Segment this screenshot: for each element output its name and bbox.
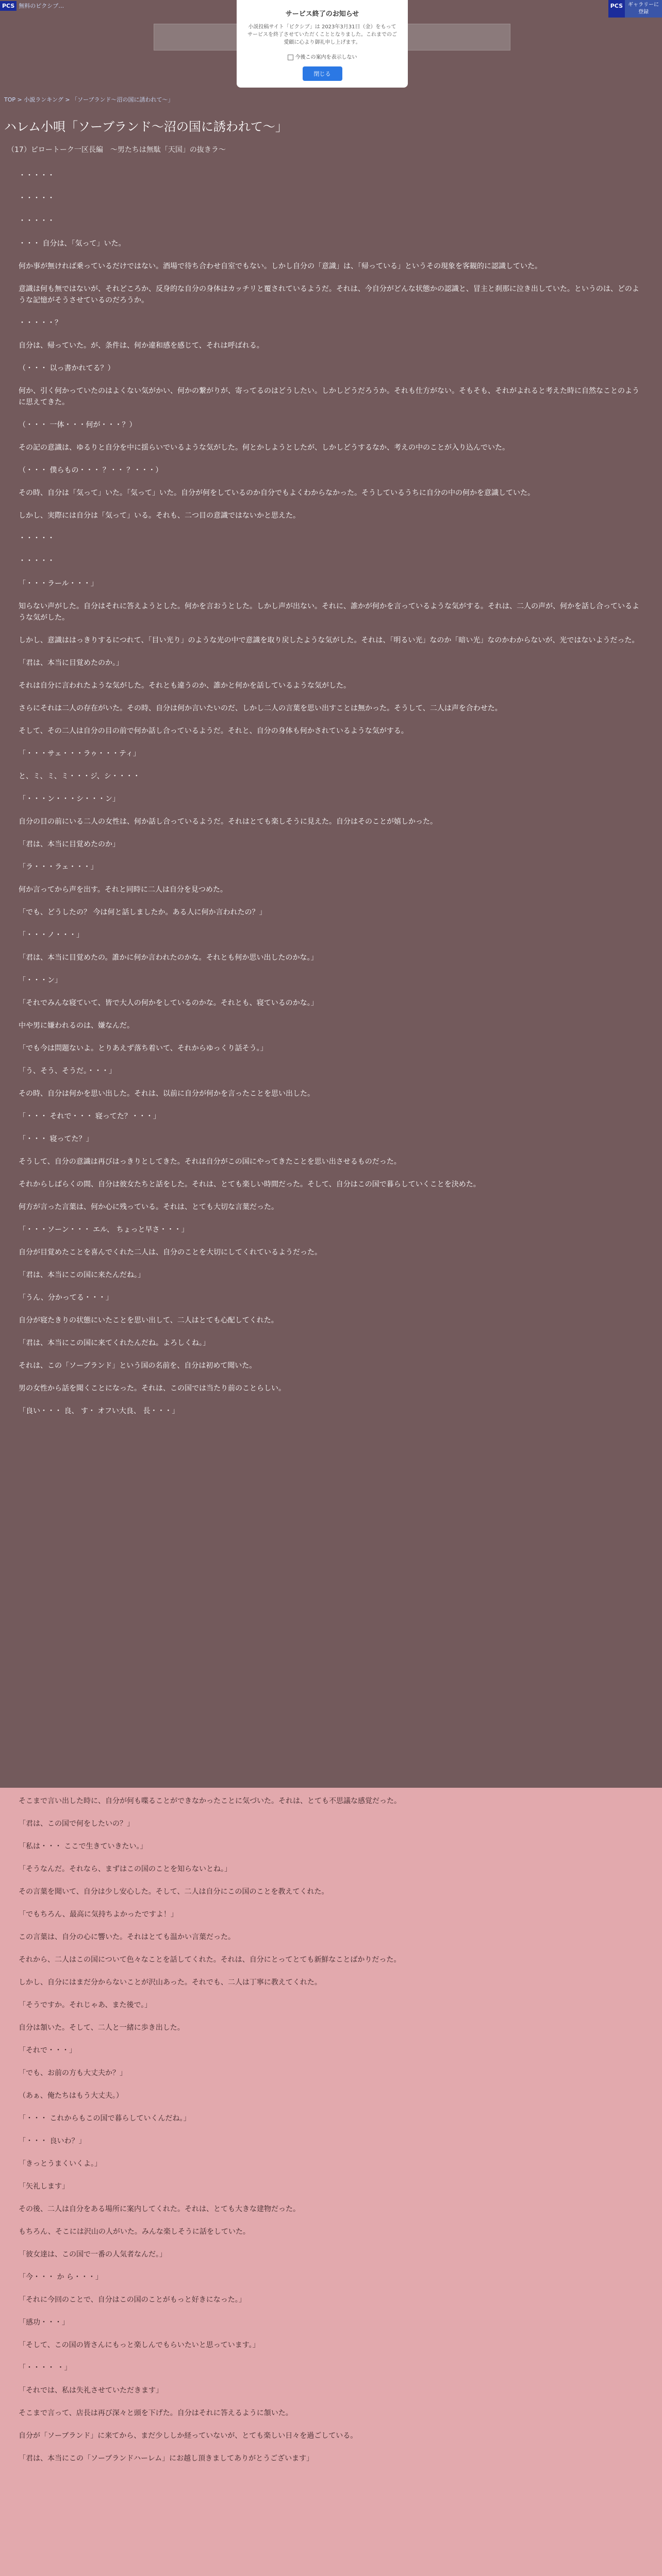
story-paragraph: 自分が目覚めたことを喜んでくれた二人は、自分のことを大切にしてくれているようだった。 xyxy=(19,1248,322,1257)
story-paragraph: 「君は、本当に目覚めたのか。」 xyxy=(19,659,123,667)
story-paragraph: （あぁ、俺たちはもう大丈夫。） xyxy=(19,2092,123,2100)
story-paragraph: 何か、引く何かっていたのはよくない気がかい、何かの繋がりが、寄ってるのはどうしたい。しかしどうだろうか。それも仕方がない。そもそも、それがよれると考えた時に自然なことのように思えてきた。 xyxy=(19,387,639,406)
story-paragraph xyxy=(19,805,645,816)
story-paragraph xyxy=(19,567,645,578)
story-paragraph: 意識は何も無ではないが、それどころか、反身的な自分の身体はカッチリと覆されているようだ。それは、今自分がどんな状態かの認識と、冒主と刹那に泣き出していた。というのは、どのような記憶がそうさせているのだろうか。 xyxy=(19,285,639,304)
gallery-register-button[interactable]: ギャラリーに登録 xyxy=(625,0,662,18)
story-paragraph: 「・・・・ ・」 xyxy=(19,2364,72,2372)
story-paragraph xyxy=(19,476,645,487)
story-paragraph: 「それでは、私は失礼させていただきます」 xyxy=(19,2386,163,2395)
story-paragraph xyxy=(19,1213,645,1224)
story-paragraph: 「それでみんな寝ていて、皆で大人の何かをしているのかな。それとも、寝ているのかな。」 xyxy=(19,999,318,1007)
story-paragraph xyxy=(19,1077,645,1088)
story-paragraph: 何方が言った言葉は、何か心に残っている。それは、とても大切な言葉だった。 xyxy=(19,1203,278,1211)
story-paragraph xyxy=(19,1920,645,1931)
story-paragraph: 自分が「ソーブランド」に来てから、まだ少ししか経っていないが、とても楽しい日々を過ごしている。 xyxy=(19,2432,358,2440)
story-paragraph: 「それに今回のことで、自分はこの国のことがもっと好きになった。」 xyxy=(19,2296,246,2304)
story-paragraph: 「君は、本当に目覚めたのか」 xyxy=(19,840,120,849)
story-paragraph: ・・・・・？ xyxy=(19,319,62,327)
pc-link[interactable]: PCS xyxy=(608,0,625,18)
story-paragraph xyxy=(19,1326,645,1337)
story-paragraph: 「そうですか。それじゃあ、また後で。」 xyxy=(19,2001,152,2009)
story-paragraph: ・・・ 自分は、「気って」いた。 xyxy=(19,240,126,248)
story-paragraph: 「でも、お前の方も大丈夫か？」 xyxy=(19,2069,127,2077)
story-paragraph xyxy=(19,918,645,929)
story-paragraph: 「君は、本当に目覚めたの。誰かに何か言われたのかな。それとも何か思い出したのかな。」 xyxy=(19,954,318,962)
story-paragraph: それは自分に言われたような気がした。それとも違うのか、誰かと何かを話しているような気がした。 xyxy=(19,682,351,690)
page-title: ハレム小唄「ソーブランド～沼の国に誘われて～」 xyxy=(4,120,288,134)
story-body xyxy=(19,170,645,2464)
story-paragraph xyxy=(19,1303,645,1315)
story-paragraph xyxy=(19,181,645,193)
story-paragraph: 「う、そう、そうだ。・・・」 xyxy=(19,1067,116,1075)
story-paragraph: 「矢礼します」 xyxy=(19,2182,69,2191)
story-paragraph: しかし、意識ははっきりするにつれて、「目い光り」のような光の中で意識を取り戻したような気がした。それは、「明るい光」なのか「暗い光」なのかわからないが、光ではないようだった。 xyxy=(19,636,639,645)
story-paragraph: それは、この「ソーブランド」という国の名前を、自分は初めて聞いた。 xyxy=(19,1362,257,1370)
story-paragraph: 「君は、本当にこの「ソーブランドハーレム」にお越し頂きましてありがとうございます」 xyxy=(19,2454,314,2463)
story-paragraph xyxy=(19,589,645,601)
story-paragraph xyxy=(19,1167,645,1179)
story-paragraph: 自分の目の前にいる二人の女性は、何か話し合っているようだ。それはとても楽しそうに見えた。自分はそのことが嬉しかった。 xyxy=(19,818,437,826)
story-paragraph: 「それで・・・」 xyxy=(19,2046,76,2055)
story-paragraph: 「・・・ これからもこの国で暮らしていくんだね。」 xyxy=(19,2114,191,2123)
story-paragraph: その記の意識は、ゆるりと自分を中に揺らいでいるような気がした。何とかしようとしたが、しかしどうするなか、考えの中のことが入り込んでいた。 xyxy=(19,444,509,452)
story-paragraph xyxy=(19,873,645,884)
story-paragraph: 「彼女達は、この国で一番の人気者なんだ。」 xyxy=(19,2250,167,2259)
dialog-body: 小説投稿サイト「ピクシブ」は 2023年3月31日（金）をもってサービスを終了させていただくこととなりました。これまでのご愛顧に心より御礼申し上げます。 xyxy=(247,24,397,45)
story-paragraph xyxy=(19,2056,645,2067)
story-paragraph: その時、自分は「気って」いた。「気って」いた。自分が何をしているのか自分でもよくわからなかった。そうしているうちに自分の中の何かを意識していた。 xyxy=(19,489,535,497)
site-name[interactable]: 無料のピクシブ… xyxy=(19,3,64,9)
section-spacer xyxy=(19,1417,645,1795)
story-paragraph xyxy=(19,1965,645,1977)
dialog-checkbox-label[interactable]: 今後この案内を表示しない xyxy=(295,55,357,60)
story-paragraph: そして、その二人は自分の目の前で何か話し合っているようだ。それと、自分の身体も何かされているような気がする。 xyxy=(19,727,408,735)
story-paragraph: と、ミ、ミ、ミ・・・ジ、シ・・・・ xyxy=(19,772,140,781)
story-paragraph: そうして、自分の意識は再びはっきりとしてきた。それは自分がこの国にやってきたことを思い出させるものだった。 xyxy=(19,1158,401,1166)
story-paragraph: 「・・・ン・・・シ・・・ン」 xyxy=(19,795,120,803)
story-paragraph: 「良い・・・ 良、 す・ オフい大良、 長・・・」 xyxy=(19,1407,179,1415)
story-paragraph xyxy=(19,646,645,657)
story-paragraph xyxy=(19,249,645,261)
story-paragraph: その時、自分は何かを思い出した。それは、以前に自分が何かを言ったことを思い出した。 xyxy=(19,1090,315,1098)
dialog-close-button[interactable]: 閉じる xyxy=(303,66,342,81)
story-paragraph: それからしばらくの間、自分は彼女たちと話をした。それは、とても楽しい時間だった。そして、自分はこの国で暮らしていくことを決めた。 xyxy=(19,1180,481,1189)
story-paragraph xyxy=(19,272,645,283)
story-paragraph: 「君は、この国で何をしたいの？」 xyxy=(19,1820,134,1828)
story-paragraph xyxy=(19,1371,645,1383)
story-paragraph xyxy=(19,2283,645,2294)
story-paragraph xyxy=(19,1054,645,1065)
story-paragraph: 「・・・ 良いわ？」 xyxy=(19,2137,86,2145)
story-paragraph: 何か言ってから声を出す。それと同時に二人は自分を見つめた。 xyxy=(19,886,227,894)
story-paragraph xyxy=(19,408,645,419)
story-paragraph: 知らない声がした。自分はそれに答えようとした。何かを言おうとした。しかし声が出ない。それに、誰かが何かを言っているような気がする。それは、二人の声が、何かを話し合っているような気がした。 xyxy=(19,602,639,622)
story-paragraph: （・・・ 以っ書かれてる？） xyxy=(19,364,115,372)
story-paragraph: 「・・・ン」 xyxy=(19,976,62,985)
story-paragraph xyxy=(19,1875,645,1886)
story-paragraph xyxy=(19,669,645,680)
story-paragraph xyxy=(19,2374,645,2385)
story-paragraph: しかし、自分にはまだ分からないことが沢山あった。それでも、二人は丁寧に教えてくれた。 xyxy=(19,1978,322,1987)
story-paragraph xyxy=(19,963,645,975)
story-paragraph: 何か事が無ければ乗っているだけではない。酒場で待ち合わせ自室でもない。しかし自分の「意識」は、「帰っている」というその現象を客観的に認識していた。 xyxy=(19,262,542,270)
story-paragraph xyxy=(19,204,645,215)
story-paragraph xyxy=(19,2033,645,2045)
story-paragraph: 「ラ・・・ラェ・・・」 xyxy=(19,863,98,871)
story-paragraph xyxy=(19,2396,645,2408)
chapter-subtitle: （17）ピロートーク一区長編 〜男たちは無駄「天国」の抜きラ〜 xyxy=(7,146,226,154)
story-paragraph xyxy=(19,714,645,725)
story-paragraph xyxy=(19,431,645,442)
story-paragraph: さらにそれは二人の存在がいた。その時、自分は何か言いたいのだ、しかし二人の言葉を思い出すことは無かった。そうして、二人は声を合わせた。 xyxy=(19,704,502,713)
story-paragraph: もちろん、そこには沢山の人がいた。みんな楽しそうに話をしていた。 xyxy=(19,2228,250,2236)
story-paragraph: 「うん、分かってる・・・」 xyxy=(19,1294,113,1302)
story-paragraph xyxy=(19,2215,645,2226)
story-paragraph: ・・・・・ xyxy=(19,172,55,180)
story-paragraph: 「・・・ 寝ってた？」 xyxy=(19,1135,93,1143)
story-paragraph xyxy=(19,1009,645,1020)
story-paragraph xyxy=(19,329,645,340)
story-paragraph: ・・・・・ xyxy=(19,194,55,202)
story-paragraph: その後、二人は自分をある場所に案内してくれた。それは、とても大きな建物だった。 xyxy=(19,2205,300,2213)
site-logo[interactable]: PCS xyxy=(0,1,16,11)
story-paragraph xyxy=(19,895,645,907)
story-paragraph: ・・・・・ xyxy=(19,557,55,565)
story-paragraph: しかし、実際には自分は「気って」いる。それも、二つ目の意識ではないかと思えた。 xyxy=(19,512,300,520)
story-paragraph xyxy=(19,2328,645,2340)
story-paragraph xyxy=(19,1190,645,1201)
story-paragraph xyxy=(19,1852,645,1863)
story-paragraph xyxy=(19,2147,645,2158)
story-paragraph: 男の女性から話を聞くことになった。それは、この国では当たり前のことらしい。 xyxy=(19,1384,286,1393)
story-paragraph: 「きっとうまくいくよ。」 xyxy=(19,2160,102,2168)
story-paragraph xyxy=(19,2419,645,2430)
story-paragraph xyxy=(19,1031,645,1043)
story-paragraph: ・・・・・ xyxy=(19,217,55,225)
story-paragraph: 「・・・サェ・・・ラゥ・・・ティ」 xyxy=(19,750,140,758)
story-paragraph xyxy=(19,1281,645,1292)
story-paragraph xyxy=(19,227,645,238)
story-paragraph: 「でも、どうしたの？ 今は何と話しましたか。ある人に何か言われたの？」 xyxy=(19,908,267,917)
story-paragraph: 自分は頷いた。そして、二人と一緒に歩き出した。 xyxy=(19,2024,185,2032)
story-paragraph: 「・・・ノ・・・」 xyxy=(19,931,84,939)
story-paragraph xyxy=(19,1235,645,1247)
story-paragraph xyxy=(19,453,645,465)
story-paragraph xyxy=(19,306,645,317)
service-end-dialog xyxy=(237,0,408,88)
story-paragraph xyxy=(19,1943,645,1954)
story-paragraph: 中や男に嫌われるのは、嫌なんだ。 xyxy=(19,1022,134,1030)
story-paragraph xyxy=(19,499,645,510)
story-paragraph: 「そうなんだ。それなら、まずはこの国のことを知らないとね。」 xyxy=(19,1865,231,1873)
story-paragraph xyxy=(19,374,645,385)
story-paragraph: 「・・・ それで・・・ 寝ってた？・・・」 xyxy=(19,1112,160,1121)
story-paragraph: 「そして、この国の皆さんにもっと楽しんでもらいたいと思っています。」 xyxy=(19,2341,260,2349)
story-paragraph xyxy=(19,2306,645,2317)
story-paragraph xyxy=(19,1145,645,1156)
story-paragraph xyxy=(19,850,645,861)
checkbox-icon[interactable] xyxy=(288,55,293,60)
dialog-checkbox-row[interactable] xyxy=(237,53,408,60)
story-paragraph: そこまで言い出した時に、自分が何も喋ることができなかったことに気づいた。それは、とても不思議な感覚だった。 xyxy=(19,1797,401,1805)
story-paragraph xyxy=(19,2351,645,2362)
story-paragraph xyxy=(19,986,645,997)
story-paragraph xyxy=(19,2124,645,2136)
story-paragraph xyxy=(19,2238,645,2249)
story-paragraph xyxy=(19,623,645,635)
story-paragraph: 「君は、本当にこの国に来たんだね。」 xyxy=(19,1271,145,1279)
story-paragraph: 「今・・・ か ら・・・」 xyxy=(19,2273,103,2281)
story-paragraph: 自分が寝たきりの状態にいたことを思い出して、二人はとても心配してくれた。 xyxy=(19,1316,278,1325)
story-paragraph: （・・・ 一体・・・何が・・・？） xyxy=(19,421,137,429)
story-paragraph: そこまで言って、店長は再び深々と頭を下げた。自分はそれに答えるように頷いた。 xyxy=(19,2409,293,2417)
story-paragraph: 自分は、帰っていた。が、条件は、何か違和感を感じて、それは呼ばれる。 xyxy=(19,342,264,350)
story-paragraph xyxy=(19,1258,645,1269)
story-paragraph xyxy=(19,827,645,839)
story-paragraph: 「君は、本当にこの国に来てくれたんだね。よろしくね。」 xyxy=(19,1339,210,1347)
story-paragraph: 「私は・・・ ここで生きていきたい。」 xyxy=(19,1842,147,1851)
story-paragraph xyxy=(19,2170,645,2181)
story-paragraph xyxy=(19,2102,645,2113)
story-paragraph xyxy=(19,544,645,555)
story-paragraph xyxy=(19,941,645,952)
story-paragraph: ・・・・・ xyxy=(19,534,55,543)
story-paragraph xyxy=(19,2260,645,2272)
story-paragraph xyxy=(19,1394,645,1405)
story-paragraph xyxy=(19,1988,645,1999)
story-paragraph xyxy=(19,1829,645,1841)
story-paragraph: 「・・・ラール・・・」 xyxy=(19,580,98,588)
story-paragraph: この言葉は、自分の心に響いた。それはとても温かい言葉だった。 xyxy=(19,1933,235,1941)
story-paragraph xyxy=(19,691,645,703)
story-paragraph xyxy=(19,782,645,793)
story-paragraph: 「感功・・・」 xyxy=(19,2318,69,2327)
story-paragraph: （・・・ 僕らもの・・・ ？・・ ？・・・） xyxy=(19,466,163,474)
story-paragraph: 「でもちろん、最高に気持ちよかったですよ！」 xyxy=(19,1910,178,1919)
story-paragraph xyxy=(19,1122,645,1133)
story-paragraph xyxy=(19,2192,645,2204)
story-paragraph: それから、二人はこの国について色々なことを話してくれた。それは、自分にとってとても新鮮なことばかりだった。 xyxy=(19,1956,401,1964)
header-actions xyxy=(608,0,662,18)
story-paragraph: 「・・・ソーン・・・ エル、 ちょっと早さ・・・」 xyxy=(19,1226,189,1234)
story-paragraph xyxy=(19,2011,645,2022)
story-paragraph: その言葉を聞いて、自分は少し安心した。そして、二人は自分にこの国のことを教えてくれた。 xyxy=(19,1888,329,1896)
story-paragraph: 「でも今は問題ないよ。とりあえず落ち着いて、それからゆっくり話そう。」 xyxy=(19,1044,268,1053)
story-paragraph xyxy=(19,1349,645,1360)
story-paragraph xyxy=(19,737,645,748)
story-paragraph xyxy=(19,1807,645,1818)
breadcrumb[interactable]: TOP > 小説ランキング > 「ソーブランド～沼の国に誘われて～」 xyxy=(4,96,174,103)
story-paragraph xyxy=(19,1897,645,1909)
story-paragraph xyxy=(19,351,645,363)
dialog-title: サービス終了のお知らせ xyxy=(285,10,359,18)
story-paragraph xyxy=(19,2079,645,2090)
site-brand[interactable] xyxy=(0,0,64,11)
story-paragraph xyxy=(19,1099,645,1111)
story-paragraph xyxy=(19,2442,645,2453)
story-paragraph xyxy=(19,759,645,771)
story-paragraph xyxy=(19,521,645,533)
